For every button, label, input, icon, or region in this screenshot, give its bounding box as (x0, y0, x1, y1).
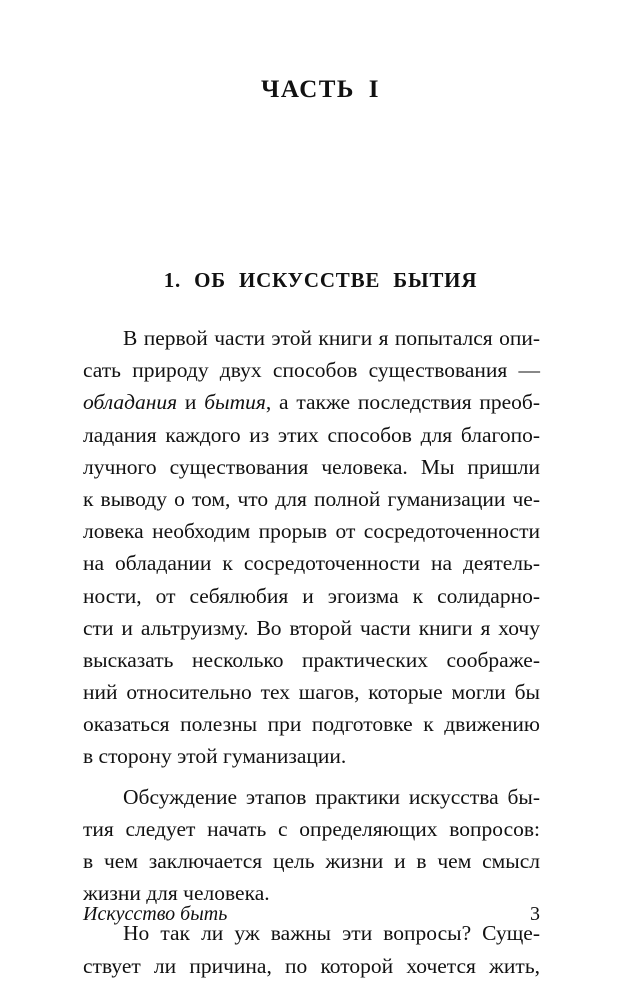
text-line: высказать несколько практических соображе- (83, 647, 540, 672)
text-fragment: и (177, 390, 205, 415)
text-line: Обсуждение этапов практики искусства бы- (123, 784, 540, 809)
text-line: тия следует начать с определяющих вопросов: (83, 816, 540, 841)
italic-term: бытия (204, 390, 266, 415)
text-line: в сторону этой гуманизации. (83, 744, 347, 769)
text-line: В первой части этой книги я попытался опи- (123, 326, 540, 350)
part-title: ЧАСТЬ I (261, 76, 380, 103)
text-fragment: , а также последствия преоб- (265, 390, 540, 415)
text-line (83, 386, 540, 418)
body-text (83, 322, 540, 982)
chapter-title: 1. ОБ ИСКУССТВЕ БЫТИЯ (163, 268, 478, 292)
text-line: в чем заключается цель жизни и в чем смысл (83, 849, 540, 873)
text-line: ний относительно тех шагов, которые могли бы (83, 680, 540, 705)
text-line: Но так ли уж важны эти вопросы? Суще- (123, 921, 540, 946)
text-line: оказаться полезны при подготовке к движению (83, 712, 540, 737)
running-footer-title: Искусство быть (83, 903, 228, 925)
text-line: лучного существования человека. Мы пришли (83, 454, 540, 479)
italic-term: обладания (83, 390, 178, 415)
text-line: ствует ли причина, по которой хочется жить, (83, 953, 540, 978)
page-number: 3 (530, 903, 540, 925)
text-line: ности, от себялюбия и эгоизма к солидарно- (83, 583, 540, 608)
text-line: сти и альтруизму. Во второй части книги я хочу (83, 615, 540, 640)
text-line: ловека необходим прорыв от сосредоточенности (83, 519, 540, 544)
text-line: на обладании к сосредоточенности на деятель- (83, 551, 540, 576)
text-line: сать природу двух способов существования — (83, 358, 540, 383)
text-line: ладания каждого из этих способов для благопо- (83, 422, 540, 447)
text-line: к выводу о том, что для полной гуманизации че- (83, 486, 540, 511)
text-line: жизни для человека. (83, 881, 270, 906)
